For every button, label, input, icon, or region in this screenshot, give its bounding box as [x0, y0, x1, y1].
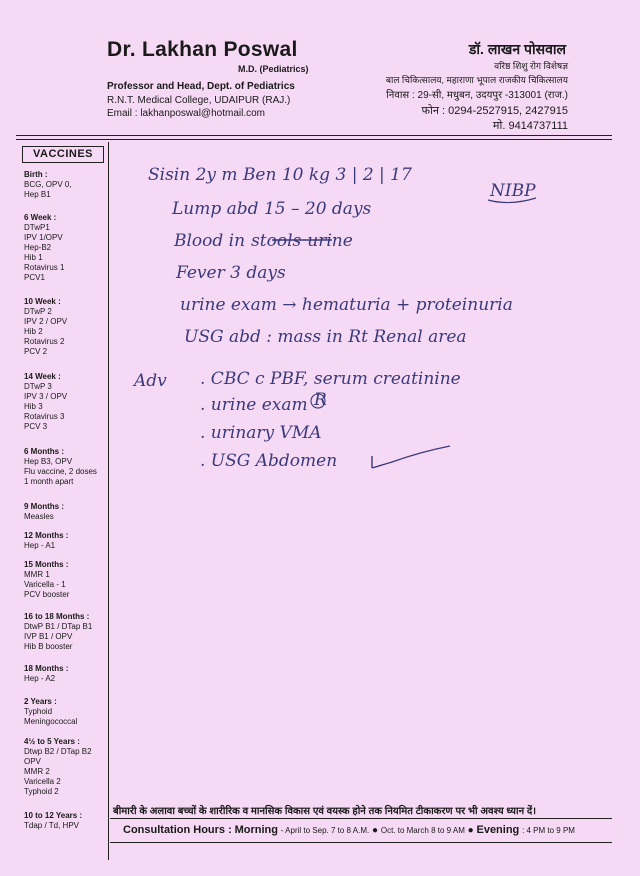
vaccine-item: IPV 2 / OPV: [24, 317, 68, 326]
vaccine-item: 1 month apart: [24, 477, 74, 486]
vaccine-item: Varicella 2: [24, 777, 61, 786]
vaccine-item: IPV 1/OPV: [24, 233, 63, 242]
vaccine-item: PCV 2: [24, 347, 48, 356]
vaccine-group-heading: Birth :: [24, 170, 48, 179]
vaccine-item: Tdap / Td, HPV: [24, 821, 79, 830]
doctor-name-hindi: डॉ. लाखन पोसवाल: [468, 41, 566, 57]
vaccine-group-heading: 15 Months :: [24, 560, 69, 569]
vaccine-item: PCV1: [24, 273, 45, 282]
vaccine-group-heading: 4½ to 5 Years :: [24, 737, 80, 746]
footer-hindi-note: बीमारी के अलावा बच्चों के शारीरिक व मानसिक विकास एवं वयस्क होने तक नियमित टीकाकरण पर भी अवश्य ध्यान दें।: [113, 806, 536, 817]
vaccine-group-heading: 16 to 18 Months :: [24, 612, 90, 621]
footer-rule: [110, 818, 612, 819]
vaccine-item: Hep B1: [24, 190, 51, 199]
hw-circled-r-letter: R: [314, 390, 327, 410]
doctor-email: Email : lakhanposwal@hotmail.com: [107, 108, 265, 119]
hw-advice-vma: . urinary VMA: [200, 423, 322, 443]
doctor-college: R.N.T. Medical College, UDAIPUR (RAJ.): [107, 95, 291, 106]
doctor-degree: M.D. (Pediatrics): [238, 64, 309, 74]
consultation-hours: [123, 824, 575, 836]
vaccine-item: Rotavirus 2: [24, 337, 65, 346]
bullet-icon: ●: [372, 825, 379, 836]
vaccine-item: Typhoid 2: [24, 787, 59, 796]
hindi-mobile: मो. 9414737111: [492, 120, 568, 132]
evening-label: Evening: [476, 824, 520, 836]
morning-label: Morning: [234, 824, 278, 836]
footer-rule-bottom: [110, 842, 612, 843]
vaccine-item: Hep-B2: [24, 243, 52, 252]
vaccine-item: BCG, OPV 0,: [24, 180, 72, 189]
hw-urine-exam: urine exam → hematuria + proteinuria: [180, 295, 513, 315]
vaccine-group-heading: 10 to 12 Years :: [24, 811, 83, 820]
vaccine-group-heading: 14 Week :: [24, 372, 61, 381]
evening-time: : 4 PM to 9 PM: [522, 826, 575, 835]
hindi-specialty: वरिष्ठ शिशु रोग विशेषज्ञ: [494, 61, 568, 71]
vaccine-item: PCV 3: [24, 422, 48, 431]
vaccine-item: IVP B1 / OPV: [24, 632, 73, 641]
vaccine-item: Dtwp B2 / DTap B2: [24, 747, 92, 756]
hw-nibp: NIBP: [490, 181, 536, 201]
hw-complaint-fever: Fever 3 days: [176, 263, 286, 283]
vaccine-item: Hep - A1: [24, 541, 56, 550]
vaccine-item: Flu vaccine, 2 doses: [24, 467, 97, 476]
hw-complaint-blood: Blood in stools urine: [174, 231, 353, 251]
vaccine-item: Hib B booster: [24, 642, 73, 651]
vaccine-item: MMR 2: [24, 767, 50, 776]
morning-winter: Oct. to March 8 to 9 AM: [380, 826, 465, 835]
vaccine-item: Varicella - 1: [24, 580, 66, 589]
vaccine-item: Hib 1: [24, 253, 43, 262]
hw-usg-finding: USG abd : mass in Rt Renal area: [184, 327, 467, 347]
vaccine-item: Typhoid: [24, 707, 53, 716]
doctor-title: Professor and Head, Dept. of Pediatrics: [107, 81, 295, 92]
vaccine-item: IPV 3 / OPV: [24, 392, 68, 401]
vaccine-item: Rotavirus 3: [24, 412, 65, 421]
hw-patient-line: Sisin 2y m Ben 10 kg 3 | 2 | 17: [148, 165, 412, 185]
hw-complaint-lump: Lump abd 15 – 20 days: [172, 199, 372, 219]
vaccine-group-heading: 6 Week :: [24, 213, 57, 222]
vaccine-item: Rotavirus 1: [24, 263, 65, 272]
vaccine-item: Hib 2: [24, 327, 43, 336]
hw-tick-mark: [372, 446, 450, 468]
vaccine-group-heading: 12 Months :: [24, 531, 69, 540]
vaccine-item: MMR 1: [24, 570, 50, 579]
hindi-hospital: बाल चिकित्सालय, महाराणा भूपाल राजकीय चिकित्सालय: [385, 75, 568, 85]
hw-advice-label: Adv: [134, 371, 167, 391]
vaccine-group-heading: 18 Months :: [24, 664, 69, 673]
vaccine-item: DtwP B1 / DTap B1: [24, 622, 93, 631]
vaccine-item: DTwP 3: [24, 382, 52, 391]
morning-summer: - April to Sep. 7 to 8 A.M.: [280, 826, 370, 835]
vaccine-item: DTwP 2: [24, 307, 52, 316]
doctor-name: Dr. Lakhan Poswal: [107, 38, 298, 61]
consult-label: Consultation Hours :: [123, 824, 232, 836]
hw-advice-cbc: . CBC c PBF, serum creatinine: [200, 369, 461, 389]
vaccine-item: Hib 3: [24, 402, 43, 411]
hw-advice-usg: . USG Abdomen: [200, 451, 338, 471]
vaccine-item: DTwP1: [24, 223, 50, 232]
vaccine-group-heading: 10 Week :: [24, 297, 61, 306]
vaccine-item: Meningococcal: [24, 717, 78, 726]
vaccine-item: Hep B3, OPV: [24, 457, 73, 466]
bullet-icon: ●: [467, 825, 474, 836]
vaccine-group-heading: 2 Years :: [24, 697, 57, 706]
vaccine-item: OPV: [24, 757, 41, 766]
hindi-address: निवास : 29-सी, मधुबन, उदयपुर -313001 (राज.): [386, 90, 568, 101]
vaccine-item: PCV booster: [24, 590, 70, 599]
vaccine-group-heading: 6 Months :: [24, 447, 64, 456]
vaccine-group-heading: 9 Months :: [24, 502, 64, 511]
vaccine-item: Measles: [24, 512, 54, 521]
hindi-phone: फोन : 0294-2527915, 2427915: [421, 105, 568, 117]
vaccine-item: Hep - A2: [24, 674, 56, 683]
hw-advice-urine: . urine exam: [200, 395, 308, 415]
vaccines-heading: VACCINES: [22, 146, 104, 163]
